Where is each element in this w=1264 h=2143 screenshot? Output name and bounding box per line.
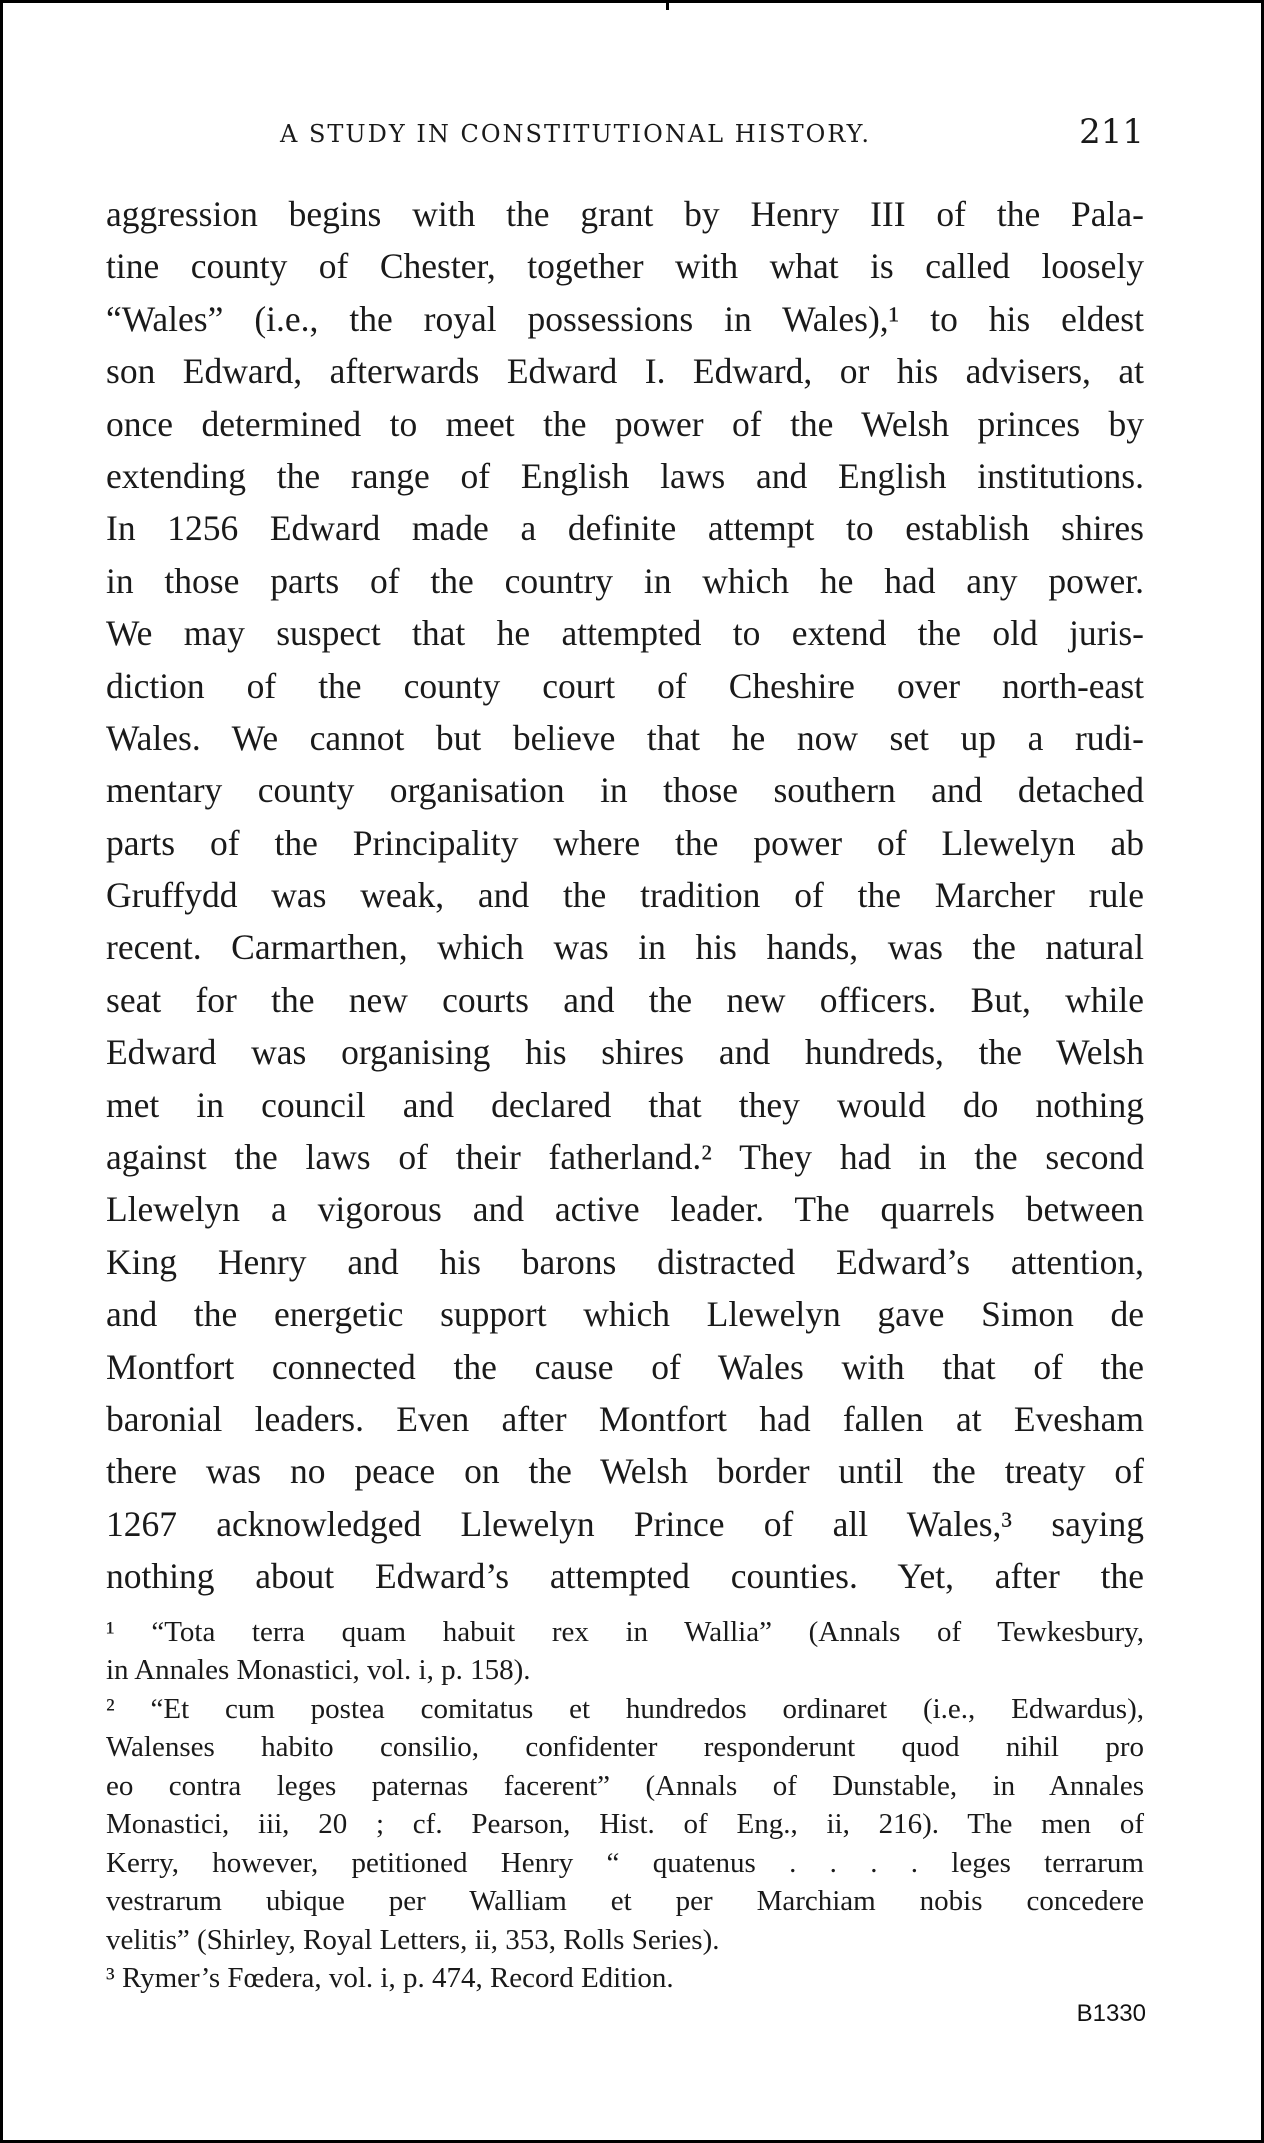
text-line: tine county of Chester, together with what is called loosely xyxy=(106,246,1144,287)
text-line: Gruffydd was weak, and the tradition of the Marcher rule xyxy=(106,875,1144,916)
text-line: Wales. We cannot but believe that he now set up a rudi- xyxy=(106,717,1144,758)
footnote-line: ² “Et cum postea comitatus et hundredos ordinaret (i.e., Edwardus), xyxy=(106,1692,1144,1725)
text-line: Llewelyn a vigorous and active leader. The quarrels between xyxy=(106,1189,1144,1230)
text-line: seat for the new courts and the new officers. But, while xyxy=(106,979,1144,1020)
footnote-line: Kerry, however, petitioned Henry “ quatenus . . . . leges terrarum xyxy=(106,1846,1144,1879)
footnote-line: Monastici, iii, 20 ; cf. Pearson, Hist. of Eng., ii, 216). The men of xyxy=(106,1808,1144,1841)
footnote-line: vestrarum ubique per Walliam et per Marchiam nobis concedere xyxy=(106,1885,1144,1918)
footnotes xyxy=(106,1613,1144,1998)
crop-mark xyxy=(666,0,669,10)
text-line: there was no peace on the Welsh border until the treaty of xyxy=(106,1451,1144,1492)
page-header xyxy=(106,100,1144,170)
catalog-number: B1330 xyxy=(1076,2000,1146,2027)
text-line: Edward was organising his shires and hundreds, the Welsh xyxy=(106,1032,1144,1073)
text-line: against the laws of their fatherland.² They had in the second xyxy=(106,1137,1144,1178)
text-line: aggression begins with the grant by Henry III of the Pala- xyxy=(106,194,1144,234)
footnote-line: ³ Rymer’s Fœdera, vol. i, p. 474, Record Edition. xyxy=(106,1962,674,1995)
text-line: recent. Carmarthen, which was in his hands, was the natural xyxy=(106,927,1144,968)
text-line: nothing about Edward’s attempted counties. Yet, after the xyxy=(106,1556,1144,1597)
text-line: King Henry and his barons distracted Edward’s attention, xyxy=(106,1241,1144,1282)
text-line: baronial leaders. Even after Montfort had fallen at Evesham xyxy=(106,1398,1144,1439)
text-line: parts of the Principality where the power of Llewelyn ab xyxy=(106,822,1144,863)
text-line: In 1256 Edward made a definite attempt to establish shires xyxy=(106,508,1144,549)
book-page xyxy=(106,100,1144,1998)
footnote-line: eo contra leges paternas facerent” (Annals of Dunstable, in Annales xyxy=(106,1769,1144,1802)
footnote-line: in Annales Monastici, vol. i, p. 158). xyxy=(106,1654,531,1687)
body-text xyxy=(106,188,1144,1603)
text-line: extending the range of English laws and English institutions. xyxy=(106,455,1144,496)
text-line: once determined to meet the power of the Welsh princes by xyxy=(106,403,1144,444)
text-line: Montfort connected the cause of Wales with that of the xyxy=(106,1346,1144,1387)
text-line: “Wales” (i.e., the royal possessions in Wales),¹ to his eldest xyxy=(106,298,1144,339)
footnote-line: ¹ “Tota terra quam habuit rex in Wallia” (Annals of Tewkesbury, xyxy=(106,1615,1144,1648)
text-line: We may suspect that he attempted to extend the old juris- xyxy=(106,613,1144,654)
text-line: met in council and declared that they would do nothing xyxy=(106,1084,1144,1125)
running-title: A STUDY IN CONSTITUTIONAL HISTORY. xyxy=(280,120,871,148)
text-line: son Edward, afterwards Edward I. Edward, or his advisers, at xyxy=(106,351,1144,392)
footnote-line: Walenses habito consilio, confidenter responderunt quod nihil pro xyxy=(106,1731,1144,1764)
text-line: mentary county organisation in those southern and detached xyxy=(106,770,1144,811)
text-line: 1267 acknowledged Llewelyn Prince of all Wales,³ saying xyxy=(106,1503,1144,1544)
text-line: and the energetic support which Llewelyn gave Simon de xyxy=(106,1294,1144,1335)
text-line: in those parts of the country in which he had any power. xyxy=(106,560,1144,601)
footnote-line: velitis” (Shirley, Royal Letters, ii, 353, Rolls Series). xyxy=(106,1923,720,1956)
page-number: 211 xyxy=(1079,112,1144,152)
text-line: diction of the county court of Cheshire over north-east xyxy=(106,665,1144,706)
